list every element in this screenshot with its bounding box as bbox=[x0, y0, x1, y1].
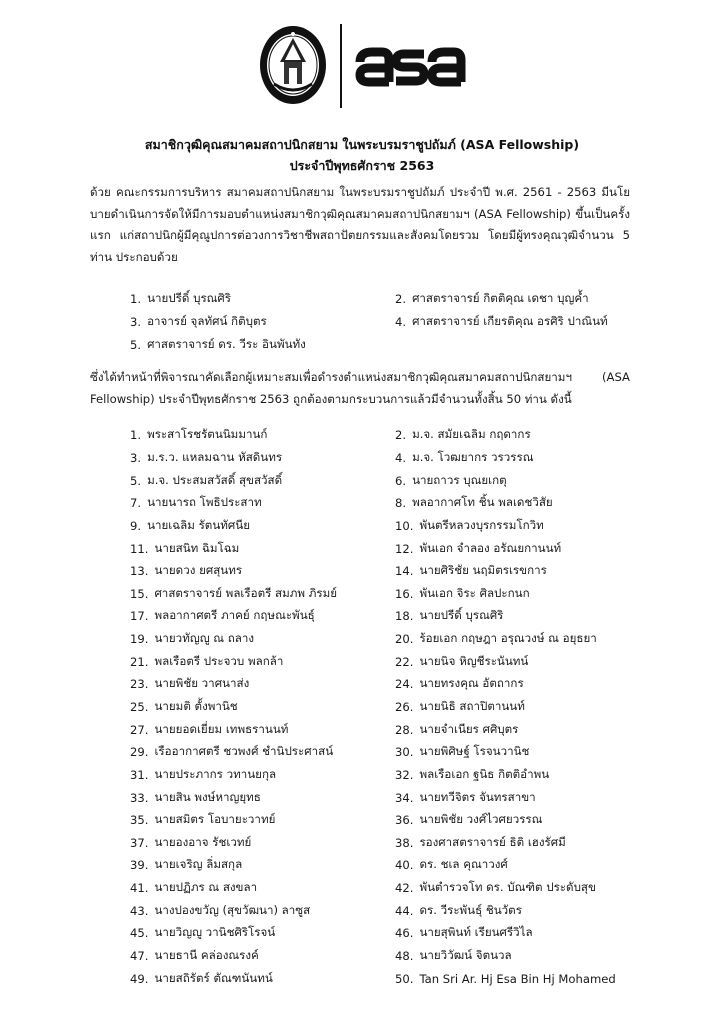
list-item bbox=[130, 469, 395, 492]
list-item-name: ดร. ชเล คุณาวงศ์ bbox=[419, 857, 508, 872]
seal-icon bbox=[258, 24, 328, 106]
list-item-name: นายนิจ หิญชีระนันทน์ bbox=[419, 653, 529, 668]
list-item bbox=[130, 741, 395, 764]
list-item bbox=[130, 786, 395, 809]
list-item bbox=[395, 809, 640, 832]
list-item bbox=[395, 605, 640, 628]
list-item-number: 36. bbox=[395, 813, 414, 828]
list-item-name: นายวทัญญู ณ ถลาง bbox=[154, 631, 255, 646]
list-item-number: 14. bbox=[395, 564, 414, 579]
list-item-number: 16. bbox=[395, 586, 414, 601]
list-item-number: 11. bbox=[130, 541, 149, 556]
list-item bbox=[130, 628, 395, 651]
list-item-name: ดร. วีระพันธุ์ ชินวัตร bbox=[419, 902, 522, 917]
list-item bbox=[395, 741, 640, 764]
list-item bbox=[395, 786, 640, 809]
list-item-name: นายจำเนียร ศศิบุตร bbox=[419, 721, 519, 736]
list-item-name: นายประภากร วทานยกุล bbox=[154, 766, 277, 781]
list-item-number: 35. bbox=[130, 813, 149, 828]
list-item-number: 50. bbox=[395, 971, 414, 986]
list-item-name: พระสาโรชรัตนนิมมานก์ bbox=[147, 427, 268, 442]
list-item-name: นายนารถ โพธิประสาท bbox=[147, 495, 262, 510]
list-item-number: 21. bbox=[130, 654, 149, 669]
list-item-number: 1. bbox=[130, 428, 142, 443]
list-item bbox=[130, 696, 395, 719]
list-item-number: 24. bbox=[395, 677, 414, 692]
list-item bbox=[130, 809, 395, 832]
list-item bbox=[395, 582, 640, 605]
list-item-number: 2. bbox=[395, 428, 407, 443]
list-item-number: 47. bbox=[130, 949, 149, 964]
list-item-number: 3. bbox=[130, 314, 142, 329]
list-item-name: รองศาสตราจารย์ ธิติ เฮงรัศมี bbox=[419, 834, 566, 849]
list-item bbox=[395, 628, 640, 651]
list-item bbox=[130, 447, 395, 470]
intro-paragraph: ด้วย คณะกรรมการบริหาร สมาคมสถาปนิกสยาม ในพระบรมราชูปถัมภ์ ประจำปี พ.ศ. 2561 - 2563 มีนโยบายดำเนินการจัดให้มีการมอบตำแหน่งสมาชิกวุฒิคุณสมาคมสถาปนิกสยามฯ (ASA Fellowship) ขึ้นเป็นครั้งแรก แก่สถาปนิกผู้มีคุณูปการต่อวงการวิชาชีพสถาปัตยกรรมและสังคมโดยรวม โดยมีผู้ทรงคุณวุฒิจำนวน 5 ท่าน ประกอบด้วย bbox=[90, 185, 630, 264]
list-item-number: 27. bbox=[130, 722, 149, 737]
list-item-name: อาจารย์ จุลทัศน์ กิติบุตร bbox=[147, 313, 267, 328]
asa-logo bbox=[352, 32, 470, 92]
list-item-name: ศาสตราจารย์ พลเรือตรี สมภพ ภิรมย์ bbox=[154, 585, 338, 600]
list-item-name: นายสนิท ฉิมโฉม bbox=[154, 540, 240, 555]
list-item-number: 18. bbox=[395, 609, 414, 624]
list-item-name: นายศิริชัย นฤมิตรเรขการ bbox=[419, 563, 547, 578]
list-item-number: 42. bbox=[395, 881, 414, 896]
list-item-name: ศาสตราจารย์ กิตติคุณ เดชา บุญค้ำ bbox=[412, 290, 589, 305]
list-item bbox=[395, 832, 640, 855]
list-item bbox=[395, 877, 640, 900]
list-item-name: นายสถิรัตร์ ตัณฑนันทน์ bbox=[154, 970, 273, 985]
list-item-name: พลเรือตรี ประจวบ พลกล้า bbox=[154, 653, 284, 668]
list-item-number: 15. bbox=[130, 586, 149, 601]
list-item-number: 3. bbox=[130, 450, 142, 465]
list-item-number: 17. bbox=[130, 609, 149, 624]
list-item-name: พลอากาศโท ชิ้น พลเดชวิสัย bbox=[412, 495, 553, 510]
list-item-name: นายองอาจ รัชเวทย์ bbox=[154, 834, 252, 849]
list-item bbox=[130, 967, 395, 990]
list-item bbox=[130, 922, 395, 945]
list-item bbox=[130, 605, 395, 628]
list-item bbox=[395, 447, 640, 470]
list-item bbox=[130, 560, 395, 583]
list-item bbox=[130, 582, 395, 605]
list-item-number: 46. bbox=[395, 926, 414, 941]
list-item-number: 34. bbox=[395, 790, 414, 805]
list-item bbox=[395, 764, 640, 787]
list-item-name: นายมติ ตั้งพานิช bbox=[154, 699, 238, 713]
committee-list bbox=[130, 287, 640, 356]
list-item bbox=[130, 673, 395, 696]
list-item bbox=[130, 832, 395, 855]
list-item-number: 43. bbox=[130, 903, 149, 918]
list-item-number: 19. bbox=[130, 632, 149, 647]
list-item-name: พันตำรวจโท ดร. บัณฑิต ประดับสุข bbox=[419, 880, 596, 895]
list-item-number: 6. bbox=[395, 473, 407, 488]
list-item-name: นายทวีจิตร จันทรสาขา bbox=[419, 789, 536, 804]
list-item-name: พันเอก จำลอง อรัณยกานนท์ bbox=[419, 540, 562, 555]
list-item bbox=[395, 492, 640, 515]
list-item-name: นายเฉลิม รัตนทัศนีย bbox=[147, 517, 250, 532]
list-item-number: 30. bbox=[395, 745, 414, 760]
list-item bbox=[395, 718, 640, 741]
list-item bbox=[130, 764, 395, 787]
list-item-number: 4. bbox=[395, 314, 407, 329]
list-item-name: พันเอก จิระ ศิลปะกนก bbox=[419, 585, 530, 600]
list-item-name: พันตรีหลวงบุรกรรมโกวิท bbox=[419, 517, 544, 532]
list-item-number: 4. bbox=[395, 450, 407, 465]
list-item bbox=[130, 877, 395, 900]
list-item-number: 9. bbox=[130, 518, 142, 533]
list-item bbox=[395, 469, 640, 492]
list-item-number: 5. bbox=[130, 473, 142, 488]
list-item bbox=[395, 673, 640, 696]
list-item-name: พลเรือเอก ฐนิธ กิตติอำพน bbox=[419, 766, 550, 781]
list-item bbox=[395, 650, 640, 673]
list-item bbox=[395, 560, 640, 583]
list-item-number: 32. bbox=[395, 767, 414, 782]
list-item-number: 33. bbox=[130, 790, 149, 805]
list-item-name: Tan Sri Ar. Hj Esa Bin Hj Mohamed bbox=[419, 971, 616, 986]
list-item-name: นายพิศิษฐ์ โรจนวานิช bbox=[419, 744, 530, 759]
list-item-name: เรืออากาศตรี ชวพงศ์ ชำนิประศาสน์ bbox=[154, 744, 334, 759]
list-item-name: นายถาวร บุณยเกตุ bbox=[412, 472, 507, 487]
list-item bbox=[130, 333, 395, 356]
list-item-number: 5. bbox=[130, 337, 142, 352]
list-item bbox=[395, 310, 640, 333]
list-item bbox=[395, 424, 640, 447]
list-item bbox=[130, 899, 395, 922]
selection-paragraph: ซึ่งได้ทำหน้าที่พิจารณาคัดเลือกผู้เหมาะสมเพื่อดำรงตำแหน่งสมาชิกวุฒิคุณสมาคมสถาปนิกสยามฯ (ASA Fellowship) ประจำปีพุทธศักราช 2563 ถูกต้องตามกระบวนการแล้วมีจำนวนทั้งสิ้น 50 ท่าน ดังนี้ bbox=[90, 370, 630, 406]
list-item bbox=[395, 899, 640, 922]
list-item-number: 40. bbox=[395, 858, 414, 873]
list-item-number: 12. bbox=[395, 541, 414, 556]
list-item bbox=[395, 537, 640, 560]
list-item-number: 8. bbox=[395, 496, 407, 511]
list-item-number: 25. bbox=[130, 700, 149, 714]
list-item-name: นายดวง ยศสุนทร bbox=[154, 563, 243, 578]
list-item-name: ม.ร.ว. แหลมฉาน หัสดินทร bbox=[147, 449, 283, 464]
list-item bbox=[130, 287, 395, 310]
list-item-name: นายปฏิภร ณ สงขลา bbox=[154, 880, 258, 895]
list-item-name: นายธานี คล่องณรงค์ bbox=[154, 948, 259, 963]
list-item-name: ม.จ. ประสมสวัสดิ์ สุขสวัสดิ์ bbox=[147, 472, 283, 487]
list-item bbox=[395, 287, 640, 310]
list-item-name: นายปรีดิ์ บุรณศิริ bbox=[147, 290, 232, 305]
list-item bbox=[130, 945, 395, 968]
list-item-name: นายเจริญ ลิ่มสกุล bbox=[154, 857, 243, 872]
list-item bbox=[395, 945, 640, 968]
list-item-number: 1. bbox=[130, 291, 142, 306]
list-item-name: นายพิชัย วงศ์ไวศยวรรณ bbox=[419, 812, 543, 827]
list-item-name: นายสุพินท์ เรียนศรีวิไล bbox=[419, 925, 533, 940]
list-item-name: นายสิน พงษ์หาญยุทธ bbox=[154, 789, 261, 804]
list-item-name: ร้อยเอก กฤษฎา อรุณวงษ์ ณ อยุธยา bbox=[419, 631, 597, 646]
list-item-number: 41. bbox=[130, 881, 149, 896]
list-item bbox=[395, 922, 640, 945]
list-item-name: นายทรงคุณ อัตถากร bbox=[419, 676, 524, 691]
list-item-number: 39. bbox=[130, 858, 149, 873]
list-item-name: นายปรีดิ์ บุรณศิริ bbox=[419, 608, 504, 623]
list-item-number: 48. bbox=[395, 949, 414, 964]
fellows-list bbox=[130, 424, 640, 990]
list-item bbox=[130, 537, 395, 560]
list-item bbox=[130, 650, 395, 673]
logo-divider bbox=[340, 24, 342, 108]
list-item bbox=[395, 854, 640, 877]
list-item-number: 49. bbox=[130, 971, 149, 986]
list-item-number: 38. bbox=[395, 835, 414, 850]
list-item-number: 20. bbox=[395, 632, 414, 647]
list-item-number: 10. bbox=[395, 518, 414, 533]
document-title: สมาชิกวุฒิคุณสมาคมสถาปนิกสยาม ในพระบรมราชูปถัมภ์ (ASA Fellowship) bbox=[144, 137, 580, 152]
list-item-name: ศาสตราจารย์ เกียรติคุณ อรศิริ ปาณินท์ bbox=[412, 313, 608, 328]
list-item-number: 22. bbox=[395, 654, 414, 669]
list-item-name: นายยอดเยี่ยม เทพธรานนท์ bbox=[154, 721, 289, 736]
list-item-number: 28. bbox=[395, 722, 414, 737]
document-subtitle: ประจำปีพุทธศักราช 2563 bbox=[289, 158, 435, 173]
list-item bbox=[130, 515, 395, 538]
list-item-name: นายสมิตร โอบายะวาทย์ bbox=[154, 812, 276, 827]
list-item-number: 13. bbox=[130, 564, 149, 579]
list-item-number: 2. bbox=[395, 291, 407, 306]
list-item-name: นายพิชัย วาศนาส่ง bbox=[154, 676, 250, 691]
list-item bbox=[395, 967, 640, 990]
list-item bbox=[130, 424, 395, 447]
list-item-number: 45. bbox=[130, 926, 149, 941]
list-item bbox=[395, 515, 640, 538]
list-item-number: 29. bbox=[130, 745, 149, 760]
list-item-number: 26. bbox=[395, 700, 414, 714]
letterhead bbox=[0, 18, 724, 110]
list-item-name: ม.จ. สมัยเฉลิม กฤดากร bbox=[412, 427, 531, 442]
list-item-number: 31. bbox=[130, 767, 149, 782]
list-item-number: 37. bbox=[130, 835, 149, 850]
list-item bbox=[130, 310, 395, 333]
list-item bbox=[130, 718, 395, 741]
list-item-number: 23. bbox=[130, 677, 149, 692]
list-item-number: 44. bbox=[395, 903, 414, 918]
list-item bbox=[130, 492, 395, 515]
list-item-name: พลอากาศตรี ภาคย์ กฤษณะพันธุ์ bbox=[154, 608, 315, 623]
list-item bbox=[130, 854, 395, 877]
list-item-name: นายนิธิ สถาปิตานนท์ bbox=[419, 699, 525, 713]
list-item-name: ศาสตราจารย์ ดร. วีระ อินพันทัง bbox=[147, 336, 306, 351]
list-item-name: ม.จ. โวฒยากร วรวรรณ bbox=[412, 449, 534, 464]
list-item-name: นายวิญญู วานิชศิริโรจน์ bbox=[154, 925, 276, 940]
list-item-number: 7. bbox=[130, 496, 142, 511]
list-item-name: นายวิวัฒน์ จิตนวล bbox=[419, 948, 512, 963]
list-item-name: นางปองขวัญ (สุขวัฒนา) ลาซูส bbox=[154, 902, 311, 917]
list-item bbox=[395, 696, 640, 719]
